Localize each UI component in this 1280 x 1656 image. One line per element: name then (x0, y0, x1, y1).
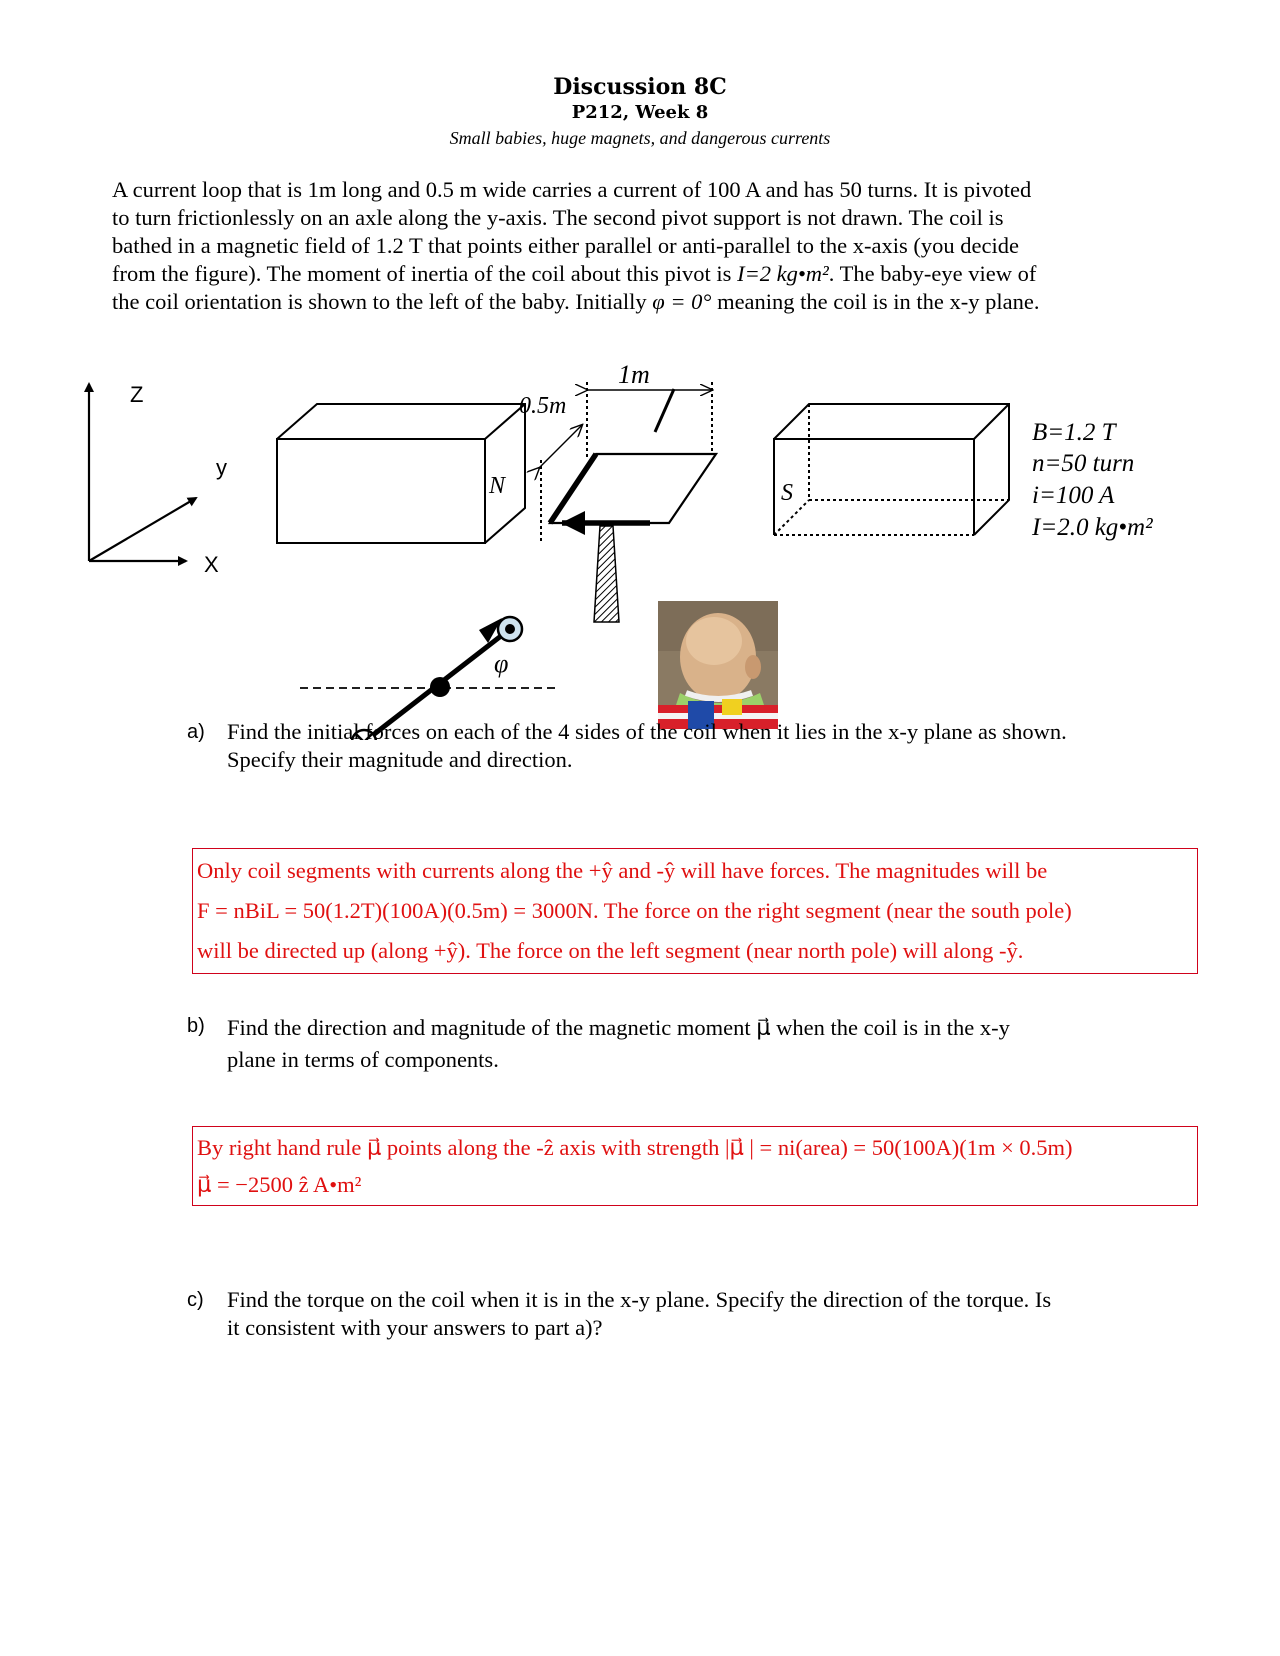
intro-line: to turn frictionlessly on an axle along the y-axis. The second pivot support is not drawn. The coil is (112, 205, 1004, 230)
phi-initial-math: φ = 0° (652, 289, 712, 314)
answer-line: μ⃗ = −2500 ẑ A•m² (197, 1172, 362, 1197)
answer-line: will be directed up (along +ŷ). The force on the left segment (near north pole) will along -ŷ. (197, 938, 1024, 963)
coil-axle (655, 389, 674, 432)
answer-line: By right hand rule μ⃗ points along the -ẑ axis with strength |μ⃗ | = ni(area) = 50(100A)(1m × 0.5m) (197, 1135, 1073, 1160)
param-I: I=2.0 kg•m² (1032, 514, 1153, 541)
south-magnet (774, 404, 1009, 535)
page-title: Discussion 8C (553, 74, 727, 100)
moment-of-inertia-math: I=2 kg•m² (737, 261, 829, 286)
intro-line: the coil orientation is shown to the left of the baby. Initially φ = 0° meaning the coil is in the x-y plane. (112, 289, 1040, 314)
axes (89, 382, 227, 577)
question-b (187, 1012, 1167, 1076)
phi-angle-label: φ (494, 649, 509, 678)
intro-line: bathed in a magnetic field of 1.2 T that points either parallel or anti-parallel to the x-axis (you decide (112, 233, 1019, 258)
axis-x-label: X (204, 552, 219, 577)
length-dimension-label: 1m (618, 360, 650, 389)
answer-line: Only coil segments with currents along the +ŷ and -ŷ will have forces. The magnitudes will be (197, 858, 1048, 883)
axis-y-label: y (216, 455, 227, 480)
pivot-stand (594, 526, 619, 622)
question-text: Specify their magnitude and direction. (227, 747, 573, 772)
width-dimension-label: 0.5m (519, 393, 567, 419)
param-B: B=1.2 T (1032, 419, 1116, 446)
question-label: b) (187, 1015, 205, 1037)
question-text: Find the direction and magnitude of the magnetic moment μ⃗ when the coil is in the x-y (227, 1015, 1010, 1040)
question-text: plane in terms of components. (227, 1047, 499, 1072)
answer-a-box (192, 848, 1198, 974)
param-i: i=100 A (1032, 482, 1115, 509)
intro-line: A current loop that is 1m long and 0.5 m wide carries a current of 100 A and has 50 turns. It is pivoted (112, 177, 1032, 202)
coil-loop (550, 389, 716, 535)
coil-magnet-figure (0, 360, 1280, 740)
answer-line: F = nBiL = 50(1.2T)(100A)(0.5m) = 3000N. The force on the right segment (near the south pole) (197, 898, 1072, 923)
page-tagline: Small babies, huge magnets, and dangerous currents (449, 128, 831, 148)
page-subtitle: P212, Week 8 (571, 102, 709, 123)
intro-paragraph (112, 176, 1172, 316)
axis-z-label: Z (130, 382, 144, 407)
baby-photo (658, 601, 778, 729)
answer-b-box (192, 1126, 1198, 1206)
param-n: n=50 turn (1032, 450, 1135, 477)
question-a (187, 718, 1167, 774)
question-c (187, 1286, 1167, 1342)
width-dimension-arrow (539, 425, 582, 468)
question-text: Find the torque on the coil when it is in the x-y plane. Specify the direction of the torque. Is (227, 1287, 1052, 1312)
north-pole-label: N (489, 473, 506, 499)
question-label: c) (187, 1289, 204, 1311)
question-text: it consistent with your answers to part a)? (227, 1315, 603, 1340)
pivot-point (430, 677, 450, 697)
question-text: Find the initial forces on each of the 4 sides of the coil when it lies in the x-y plane as shown. (227, 719, 1067, 744)
south-pole-label: S (781, 480, 793, 506)
intro-line: from the figure). The moment of inertia of the coil about this pivot is I=2 kg•m². The baby-eye view of (112, 261, 1037, 286)
question-label: a) (187, 721, 205, 743)
parameter-list (1031, 419, 1153, 541)
y-axis-line (89, 498, 196, 561)
north-magnet (277, 404, 525, 543)
